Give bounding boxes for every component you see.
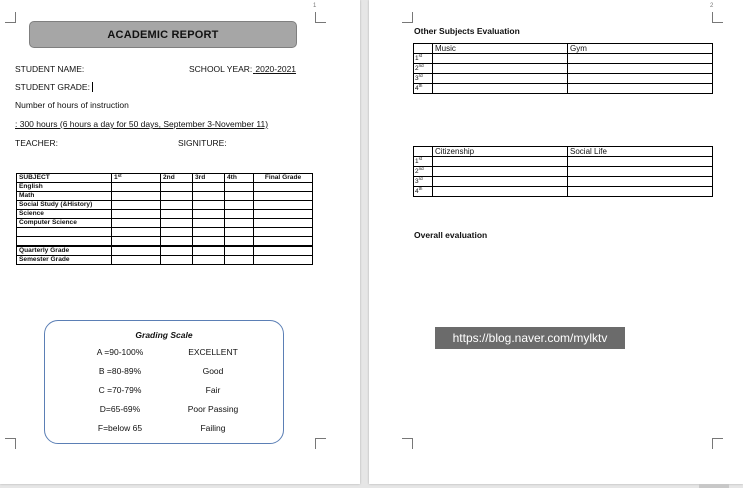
signature-label: SIGNITURE: — [178, 138, 227, 148]
table-header-cell: 4th — [225, 174, 254, 183]
grade-cell[interactable] — [112, 201, 161, 210]
table-row — [17, 210, 313, 219]
grade-cell[interactable] — [225, 228, 254, 237]
evaluation-cell[interactable] — [568, 187, 713, 197]
grade-cell[interactable] — [161, 228, 193, 237]
grade-cell[interactable] — [254, 256, 313, 265]
table-row — [414, 167, 713, 177]
grade-cell[interactable] — [254, 246, 313, 256]
grade-cell[interactable] — [254, 201, 313, 210]
grade-cell[interactable] — [161, 192, 193, 201]
grading-scale-title: Grading Scale — [135, 330, 193, 340]
grade-description: Poor Passing — [187, 404, 239, 414]
grade-cell[interactable] — [193, 237, 225, 247]
quarter-number: 2 — [415, 168, 419, 175]
quarter-label-cell — [414, 74, 433, 84]
table-row — [17, 192, 313, 201]
grade-cell[interactable] — [193, 219, 225, 228]
table-row — [414, 157, 713, 167]
grade-cell[interactable] — [112, 256, 161, 265]
grade-cell[interactable] — [161, 210, 193, 219]
evaluation-cell[interactable] — [568, 74, 713, 84]
table-row — [414, 54, 713, 64]
grade-description: EXCELLENT — [188, 347, 238, 357]
report-title: ACADEMIC REPORT — [107, 28, 219, 41]
table-row — [17, 237, 313, 247]
quarter-suffix: rd — [418, 176, 423, 181]
document-page-1 — [0, 0, 360, 484]
grade-cell[interactable] — [161, 219, 193, 228]
quarter-number: 1 — [415, 55, 419, 62]
other-subjects-title: Other Subjects Evaluation — [414, 26, 520, 36]
quarter-label-cell — [414, 54, 433, 64]
subject-label-cell — [17, 228, 112, 237]
school-year-value[interactable]: 2020-2021 — [255, 64, 297, 74]
table-header-cell: Citizenship — [433, 147, 568, 157]
grade-cell[interactable] — [112, 237, 161, 247]
table-header-cell: 3rd — [193, 174, 225, 183]
grade-range: F=below 65 — [97, 423, 143, 433]
grade-cell[interactable] — [254, 228, 313, 237]
table-header-row — [414, 147, 713, 157]
grade-description: Good — [202, 366, 224, 376]
grade-cell[interactable] — [193, 256, 225, 265]
grade-cell[interactable] — [254, 237, 313, 247]
evaluation-cell[interactable] — [433, 187, 568, 197]
table-header-cell: Gym — [568, 44, 713, 54]
margin-corner-mark — [5, 12, 16, 23]
quarter-number: 3 — [415, 75, 419, 82]
hours-label: Number of hours of instruction — [15, 100, 129, 110]
table-row — [414, 187, 713, 197]
grade-cell[interactable] — [254, 192, 313, 201]
quarter-number: 4 — [415, 85, 419, 92]
table-row — [17, 228, 313, 237]
evaluation-cell[interactable] — [433, 64, 568, 74]
grade-cell[interactable] — [193, 246, 225, 256]
overall-evaluation-title: Overall evaluation — [414, 230, 488, 240]
grade-cell[interactable] — [254, 219, 313, 228]
page-number: 2 — [710, 3, 714, 9]
grade-cell[interactable] — [193, 192, 225, 201]
quarter-label-cell — [414, 84, 433, 94]
quarter-label-cell — [414, 167, 433, 177]
quarter-number: 3 — [415, 178, 419, 185]
quarter-number: 2 — [415, 65, 419, 72]
evaluation-cell[interactable] — [568, 167, 713, 177]
table-row — [414, 177, 713, 187]
subject-label-cell: Computer Science — [17, 219, 112, 228]
evaluation-cell[interactable] — [568, 157, 713, 167]
page-number: 1 — [313, 3, 317, 9]
grade-range: A =90-100% — [96, 347, 144, 357]
grade-cell[interactable] — [112, 246, 161, 256]
table-header-cell: SUBJECT — [17, 174, 112, 183]
grade-cell[interactable] — [193, 210, 225, 219]
grade-description: Failing — [200, 423, 226, 433]
table-row — [17, 183, 313, 192]
grade-cell[interactable] — [161, 246, 193, 256]
grade-cell[interactable] — [225, 201, 254, 210]
grade-cell[interactable] — [112, 183, 161, 192]
evaluation-cell[interactable] — [433, 167, 568, 177]
text-cursor — [92, 82, 93, 92]
table-header-cell: Music — [433, 44, 568, 54]
grade-cell[interactable] — [225, 192, 254, 201]
quarter-label-cell — [414, 64, 433, 74]
grade-cell[interactable] — [161, 256, 193, 265]
grade-cell[interactable] — [225, 210, 254, 219]
document-page-2 — [369, 0, 743, 484]
quarter-number: 1 — [415, 158, 419, 165]
margin-corner-mark — [402, 438, 413, 449]
table-row — [17, 256, 313, 265]
quarter-label-cell — [414, 187, 433, 197]
table-row — [414, 74, 713, 84]
subject-label-cell: English — [17, 183, 112, 192]
table-corner-cell — [414, 147, 433, 157]
table-corner-cell — [414, 44, 433, 54]
table-row — [414, 64, 713, 74]
grade-range: C =70-79% — [98, 385, 142, 395]
quarter-suffix: nd — [418, 166, 424, 171]
grade-range: B =80-89% — [98, 366, 142, 376]
report-title-banner — [29, 21, 297, 48]
quarter-suffix: th — [418, 83, 423, 88]
table-header-cell: 2nd — [161, 174, 193, 183]
grade-cell[interactable] — [112, 228, 161, 237]
subject-label-cell: Math — [17, 192, 112, 201]
grade-cell[interactable] — [193, 228, 225, 237]
quarter-suffix: th — [418, 186, 423, 191]
grade-cell[interactable] — [112, 219, 161, 228]
grade-cell[interactable] — [254, 183, 313, 192]
quarter-suffix: st — [418, 53, 423, 58]
quarter-suffix: st — [418, 156, 423, 161]
grade-cell[interactable] — [161, 237, 193, 247]
grading-scale-box — [44, 320, 284, 444]
table-header-cell: Final Grade — [254, 174, 313, 183]
evaluation-cell[interactable] — [433, 177, 568, 187]
table-header-row — [414, 44, 713, 54]
table-row — [17, 201, 313, 210]
evaluation-cell[interactable] — [568, 177, 713, 187]
quarter-number: 4 — [415, 188, 419, 195]
grade-cell[interactable] — [112, 192, 161, 201]
grade-cell[interactable] — [193, 183, 225, 192]
subject-label-cell: Science — [17, 210, 112, 219]
evaluation-cell[interactable] — [433, 157, 568, 167]
subject-grades-table — [16, 173, 313, 265]
student-grade-label[interactable]: STUDENT GRADE: — [15, 82, 93, 92]
hours-value: : 300 hours (6 hours a day for 50 days, September 3-November 11) — [15, 119, 269, 129]
evaluation-cell[interactable] — [433, 74, 568, 84]
margin-corner-mark — [315, 12, 326, 23]
subject-label-cell — [17, 237, 112, 247]
blog-url-watermark: https://blog.naver.com/mylktv — [435, 327, 625, 349]
evaluation-cell[interactable] — [433, 84, 568, 94]
grade-cell[interactable] — [225, 246, 254, 256]
grade-cell[interactable] — [193, 201, 225, 210]
evaluation-cell[interactable] — [433, 54, 568, 64]
grade-cell[interactable] — [225, 237, 254, 247]
evaluation-cell[interactable] — [568, 64, 713, 74]
horizontal-scrollbar-thumb[interactable] — [699, 484, 729, 488]
grade-cell[interactable] — [225, 183, 254, 192]
quarter-suffix: rd — [418, 73, 423, 78]
margin-corner-mark — [712, 12, 723, 23]
table-row — [414, 84, 713, 94]
school-year-label: SCHOOL YEAR: — [189, 64, 253, 74]
student-name-label: STUDENT NAME: — [15, 64, 85, 74]
table-row — [17, 246, 313, 256]
margin-corner-mark — [315, 438, 326, 449]
other-subjects-table — [413, 43, 713, 94]
margin-corner-mark — [712, 438, 723, 449]
evaluation-cell[interactable] — [568, 54, 713, 64]
table-header-cell: Social Life — [568, 147, 713, 157]
grade-cell[interactable] — [112, 210, 161, 219]
grade-cell[interactable] — [161, 183, 193, 192]
table-row — [17, 219, 313, 228]
subject-label-cell: Social Study (&History) — [17, 201, 112, 210]
table-header-cell: 1st — [112, 174, 161, 183]
quarter-label-cell — [414, 157, 433, 167]
quarter-suffix: nd — [418, 63, 424, 68]
grade-description: Fair — [205, 385, 221, 395]
citizenship-table — [413, 146, 713, 197]
grade-cell[interactable] — [254, 210, 313, 219]
grade-cell[interactable] — [225, 256, 254, 265]
grade-cell[interactable] — [225, 219, 254, 228]
teacher-label: TEACHER: — [15, 138, 58, 148]
subject-label-cell: Semester Grade — [17, 256, 112, 265]
quarter-label-cell — [414, 177, 433, 187]
table-header-row — [17, 174, 313, 183]
margin-corner-mark — [402, 12, 413, 23]
grade-range: D=65-69% — [99, 404, 141, 414]
margin-corner-mark — [5, 438, 16, 449]
grade-cell[interactable] — [161, 201, 193, 210]
evaluation-cell[interactable] — [568, 84, 713, 94]
subject-label-cell: Quarterly Grade — [17, 246, 112, 256]
